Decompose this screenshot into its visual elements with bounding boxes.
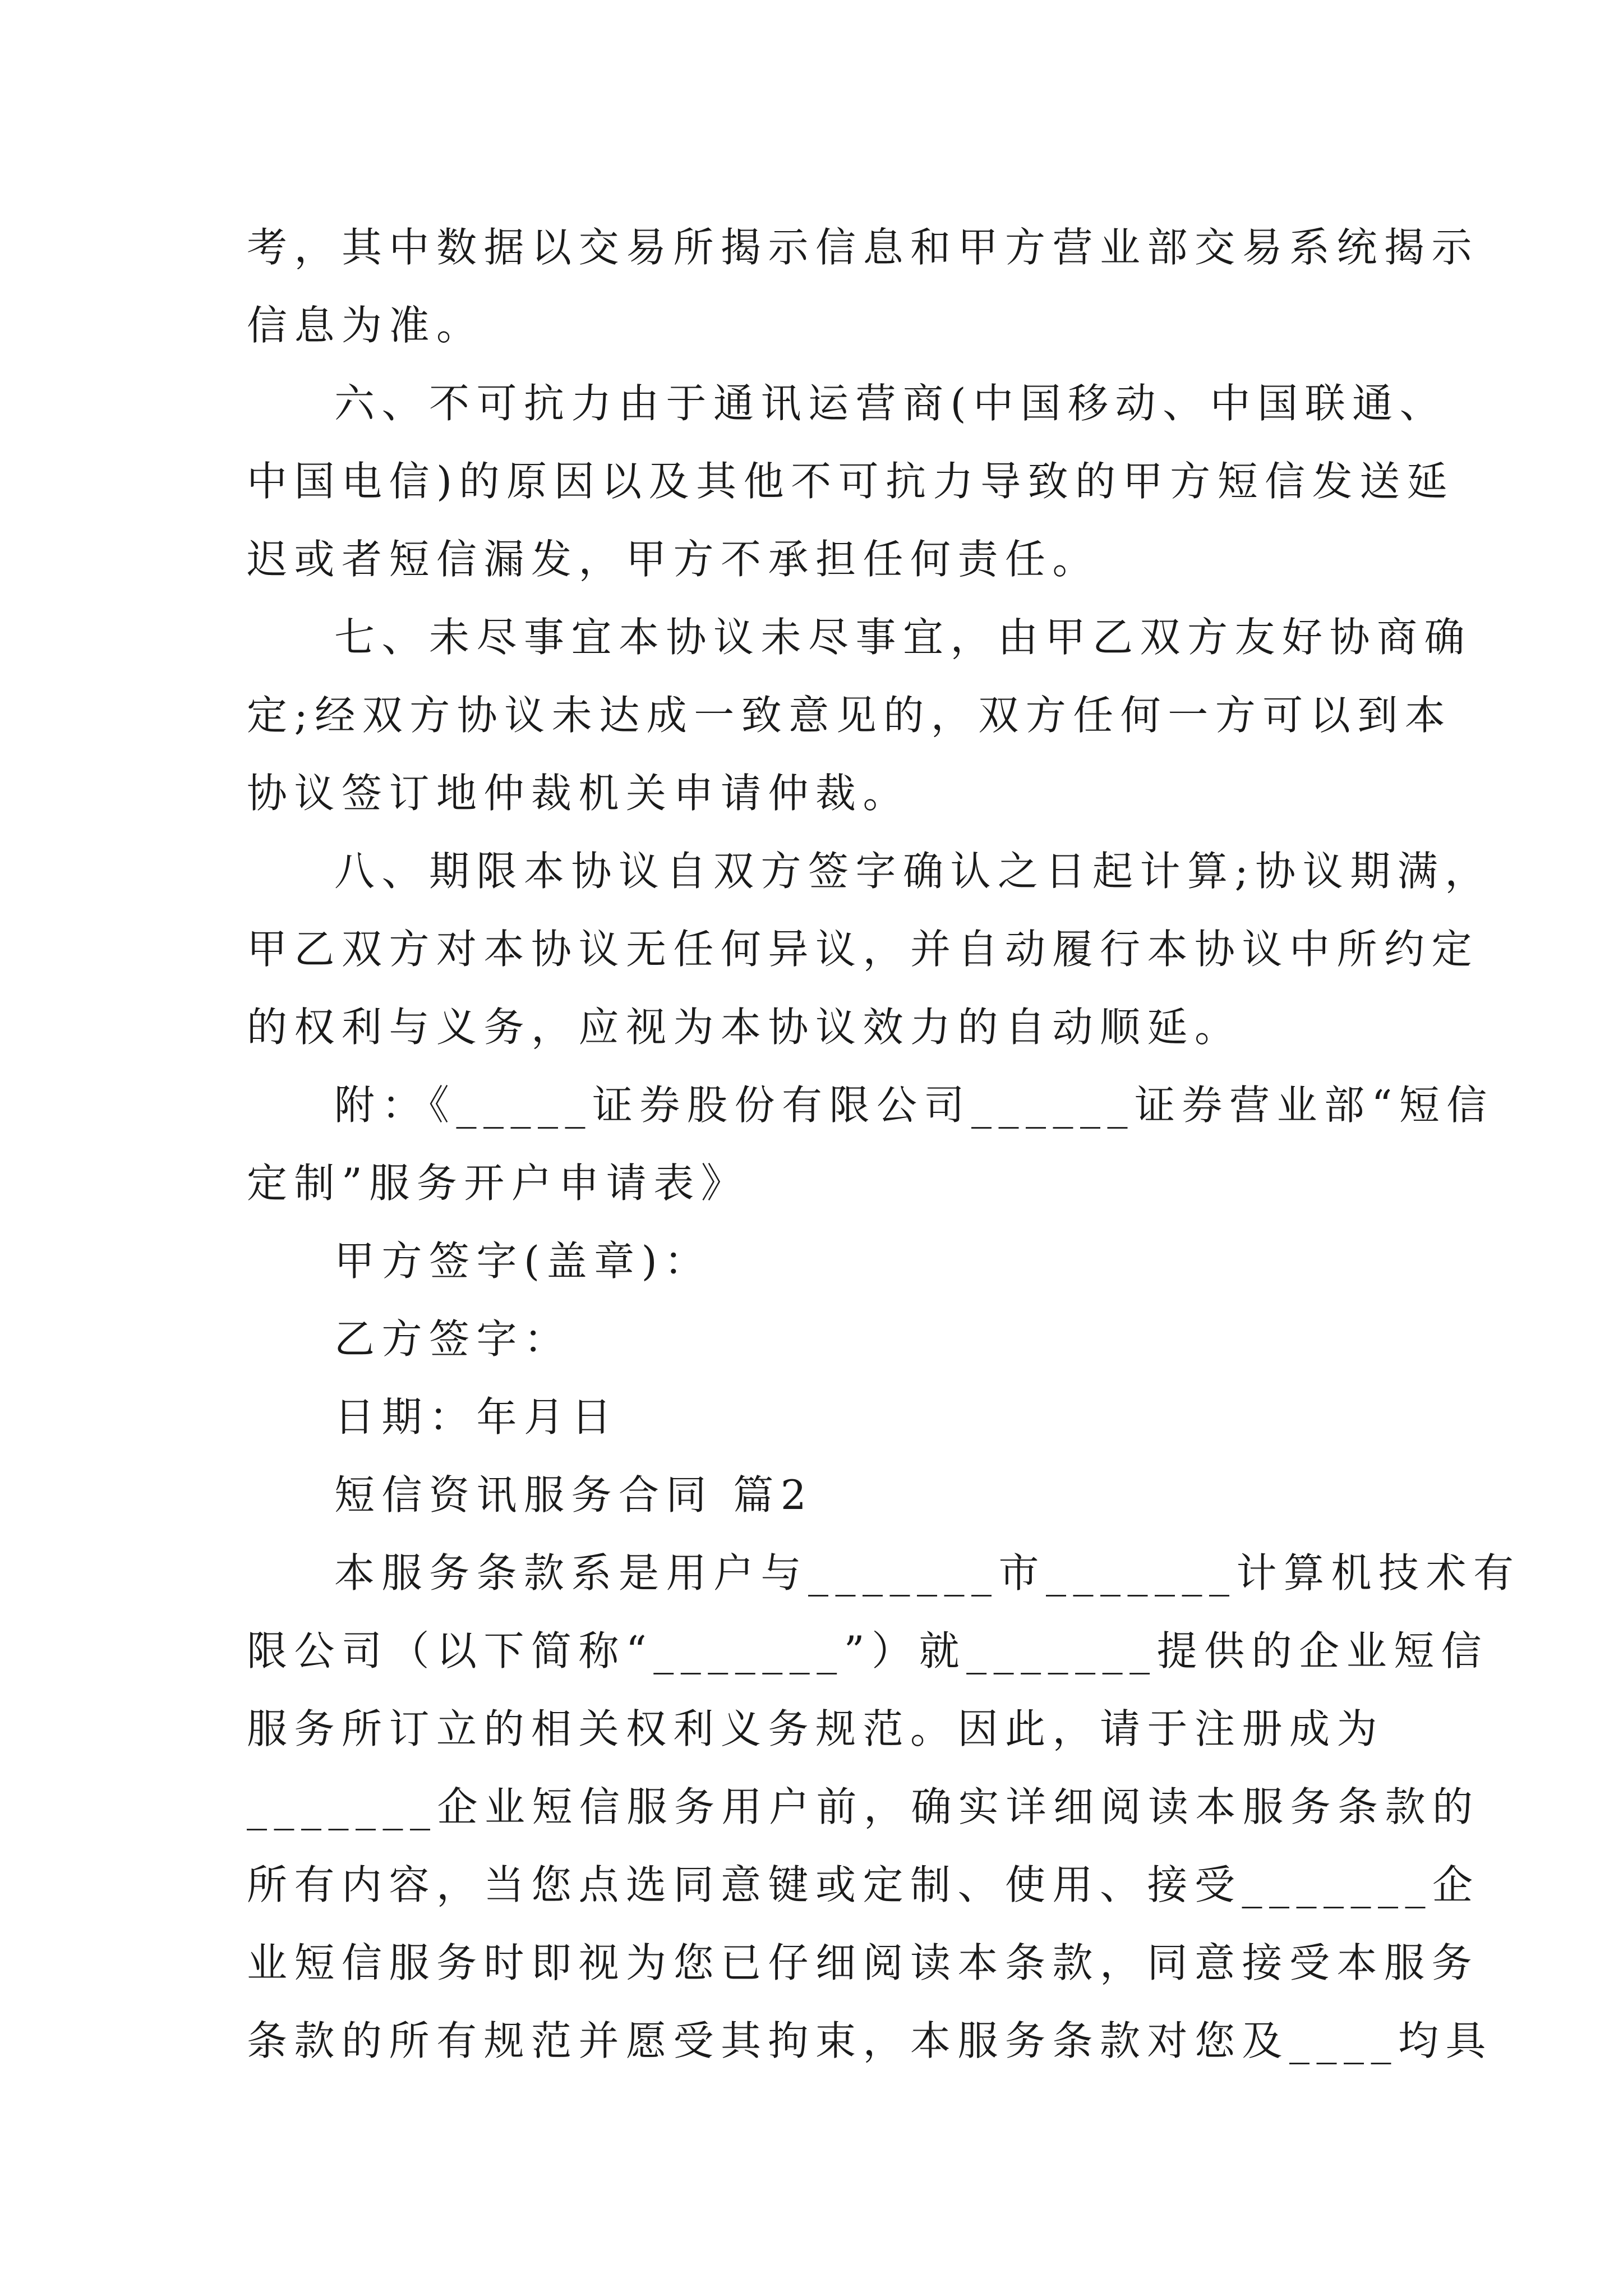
text-line: _______企业短信服务用户前，确实详细阅读本服务条款的 (247, 1783, 1480, 1830)
text-line: 附：《_____证券股份有限公司______证券营业部“短信 (334, 1082, 1494, 1129)
text-line: 本服务条款系是用户与_______市_______计算机技术有 (334, 1549, 1521, 1596)
text-line: 服务所订立的相关权利义务规范。因此，请于注册成为 (247, 1705, 1385, 1752)
text-line: 业短信服务时即视为您已仔细阅读本条款，同意接受本服务 (247, 1939, 1479, 1986)
text-line: 条款的所有规范并愿受其拘束，本服务条款对您及____均具 (247, 2017, 1493, 2064)
text-line: 信息为准。 (247, 302, 484, 349)
text-line: 定;经双方协议未达成一致意见的，双方任何一方可以到本 (247, 692, 1453, 739)
text-line: 迟或者短信漏发，甲方不承担任何责任。 (247, 536, 1100, 583)
text-line: 日期：年月日 (334, 1393, 619, 1441)
section-heading: 短信资讯服务合同 篇2 (334, 1471, 814, 1519)
text-line: 协议签订地仲裁机关申请仲裁。 (247, 770, 911, 817)
text-line: 考，其中数据以交易所揭示信息和甲方营业部交易系统揭示 (247, 224, 1479, 271)
text-line: 所有内容，当您点选同意键或定制、使用、接受_______企 (247, 1861, 1480, 1908)
text-line: 限公司（以下简称“_______”）就_______提供的企业短信 (247, 1627, 1489, 1674)
text-line: 七、未尽事宜本协议未尽事宜，由甲乙双方友好协商确 (334, 614, 1472, 661)
text-line: 乙方签字： (334, 1315, 571, 1363)
text-line: 甲乙双方对本协议无任何异议，并自动履行本协议中所约定 (247, 926, 1479, 973)
text-line: 定制”服务开户申请表》 (247, 1159, 749, 1207)
text-line: 六、不可抗力由于通讯运营商(中国移动、中国联通、 (334, 380, 1447, 427)
text-line: 甲方签字(盖章)： (334, 1237, 712, 1285)
text-line: 中国电信)的原因以及其他不可抗力导致的甲方短信发送延 (247, 458, 1455, 505)
text-line: 八、期限本协议自双方签字确认之日起计算;协议期满， (334, 848, 1492, 895)
text-line: 的权利与义务，应视为本协议效力的自动顺延。 (247, 1004, 1242, 1051)
